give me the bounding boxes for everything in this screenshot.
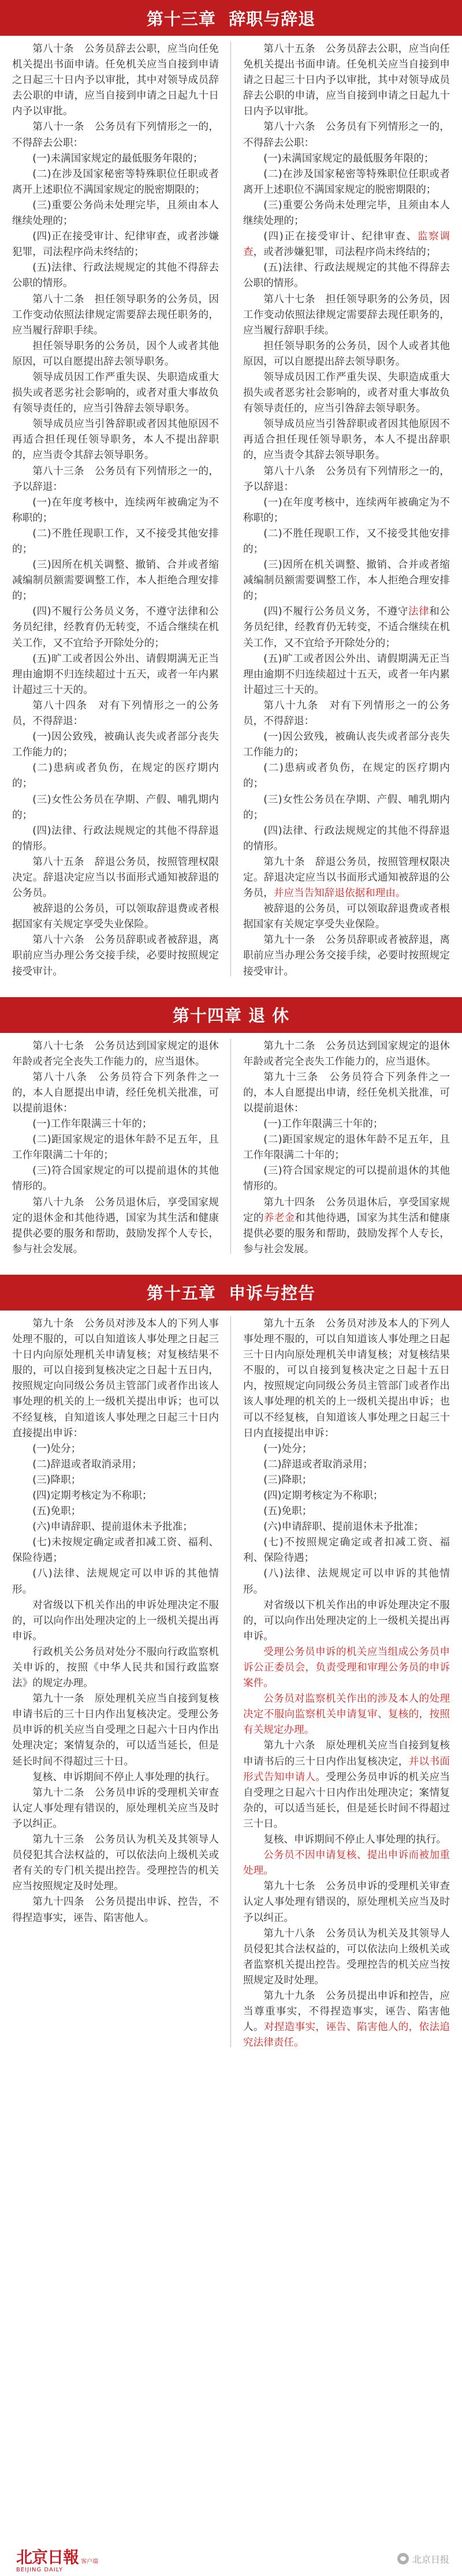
paragraph-text: 被辞退的公务员，可以领取辞退费或者根据国家有关规定享受失业保险。	[12, 903, 219, 931]
paragraph-text: 第八十一条 公务员有下列情形之一的，不得辞去公职：	[12, 121, 219, 149]
footer	[0, 2541, 462, 2576]
paragraph-text: (五)免职；	[32, 1506, 81, 1518]
article-paragraph	[243, 557, 450, 604]
paragraph-text: (二)在涉及国家秘密等特殊职位任职或者离开上述职位不满国家规定的脱密期限的；	[243, 168, 450, 196]
article-paragraph	[12, 1785, 219, 1832]
article-paragraph	[243, 792, 450, 823]
chapter-title: 第十五章 申诉与控告	[146, 1283, 316, 1304]
article-paragraph	[12, 1039, 219, 1070]
article-paragraph	[12, 729, 219, 761]
paragraph-text: (三)因所在机关调整、撤销、合并或者缩减编制员额需要调整工作，本人拒绝合理安排的；	[12, 559, 219, 602]
article-paragraph	[243, 292, 450, 339]
article-paragraph	[243, 119, 450, 151]
article-paragraph	[243, 1039, 450, 1070]
article-paragraph	[12, 1535, 219, 1566]
paragraph-text: (一)未满国家规定的最低服务年限的；	[32, 152, 203, 164]
article-paragraph	[12, 698, 219, 729]
article-paragraph	[12, 823, 219, 855]
paragraph-text: (三)因所在机关调整、撤销、合并或者缩减编制员额需要调整工作，本人拒绝合理安排的；	[243, 559, 450, 602]
paragraph-text: (五)旷工或者因公外出、请假期满无正当理由逾期不归连续超过十五天，或者一年内累计超过三十天的。	[12, 653, 219, 696]
article-paragraph	[243, 1132, 450, 1163]
paragraph-text: (一)工作年限满三十年的；	[32, 1118, 152, 1130]
paragraph-text: (二)不胜任现职工作，又不接受其他安排的；	[243, 527, 450, 555]
article-paragraph	[12, 652, 219, 698]
article-paragraph	[243, 526, 450, 557]
comparison-columns	[0, 1311, 462, 2051]
article-paragraph	[243, 1598, 450, 1645]
paragraph-text: ，或者涉嫌犯罪，司法程序尚未终结的；	[253, 246, 437, 259]
logo-main-text: 北京日報	[16, 2547, 79, 2567]
revised-text: 监察调查	[243, 231, 450, 259]
article-paragraph	[12, 151, 219, 167]
article-paragraph	[243, 1457, 450, 1473]
paragraph-text: (三)女性公务员在孕期、产假、哺乳期内的；	[12, 793, 219, 821]
revised-text: 受理公务员申诉的机关应当组成公务员申诉公正委员会，负责受理和审理公务员的申诉案件。	[243, 1646, 450, 1690]
paragraph-text: 第八十五条 公务员辞去公职，应当向任免机关提出书面申请。任免机关应当自接到申请之日起三十日内予以审批，其中对领导成员辞去公职的申请，应当自接到申请之日起九十日内予以审批。	[243, 43, 450, 118]
paragraph-text: 第八十八条 公务员有下列情形之一的，予以辞退：	[243, 465, 450, 493]
paragraph-text: (二)在涉及国家秘密等特殊职位任职或者离开上述职位不满国家规定的脱密期限的；	[12, 168, 219, 196]
paragraph-text: (一)因公致残，被确认丧失或者部分丧失工作能力的；	[12, 731, 219, 759]
paragraph-text: (四)法律、行政法规规定的其他不得辞退的情形。	[12, 825, 219, 852]
paragraph-text: (二)患病或者负伤，在规定的医疗期内的；	[12, 762, 219, 790]
column-divider	[230, 1039, 231, 1254]
paragraph-text: 领导成员因工作严重失误、失职造成重大损失或者恶劣社会影响的，或者对重大事故负有领导责任的，应当引咎辞去领导职务。	[243, 371, 450, 415]
paragraph-text: 第八十六条 公务员有下列情形之一的，不得辞去公职：	[243, 121, 450, 149]
article-paragraph	[12, 761, 219, 792]
article-paragraph	[12, 1195, 219, 1257]
article-paragraph	[243, 933, 450, 979]
paragraph-text: (二)辞退或者取消录用；	[263, 1458, 373, 1470]
paragraph-text: 第九十五条 公务员对涉及本人的下列人事处理不服的，可以自知道该人事处理之日起三十日内向原处理机关申请复核；对复核结果不服的，可以自接到复核决定之日起十五日内，按照规定向同级公务员主管部门或者作出该人事处理的机关的上一级机关提出申诉；也可以不经复核，自知道该人事处理之日起三十日内直接提出申诉：	[243, 1317, 450, 1439]
article-paragraph	[12, 1473, 219, 1488]
paragraph-text: 行政机关公务员对处分不服向行政监察机关申诉的，按照《中华人民共和国行政监察法》的规定办理。	[12, 1646, 219, 1690]
paragraph-text: 第九十三条 公务员认为机关及其领导人员侵犯其合法权益的，可以依法向上级机关或者有关的专门机关提出控告。受理控告的机关应当按照规定及时处理。	[12, 1834, 219, 1893]
article-paragraph	[12, 557, 219, 604]
logo-english-text: BEIJING DAILY	[16, 2566, 64, 2573]
watermark-text: 北京日报	[412, 2553, 449, 2565]
article-paragraph	[243, 604, 450, 651]
paragraph-text: (六)申请辞职、提前退休未予批准；	[263, 1521, 424, 1533]
article-paragraph	[12, 1770, 219, 1785]
chapter-title: 第十四章 退 休	[172, 1006, 290, 1026]
paragraph-text: (四)定期考核定为不称职；	[263, 1489, 383, 1502]
comparison-columns	[0, 36, 462, 980]
paragraph-text: (七)未按规定确定或者扣减工资、福利、保险待遇；	[12, 1537, 219, 1564]
article-paragraph	[243, 1879, 450, 1926]
revised-text: 对捏造事实，诬告、陷害他人的，依法追究法律责任。	[243, 2021, 450, 2049]
article-paragraph	[243, 1195, 450, 1257]
revised-text: 养老金	[263, 1212, 295, 1224]
paragraph-text: 第九十条 公务员对涉及本人的下列人事处理不服的，可以自知道该人事处理之日起三十日内向原处理机关申请复核；对复核结果不服的，可以自接到复核决定之日起十五日内，按照规定向同级公务员主管部门或者作出该人事处理的机关的上一级机关提出申诉；也可以不经复核，自知道该人事处理之日起三十日内直接提出申诉：	[12, 1317, 219, 1439]
article-paragraph	[12, 1504, 219, 1519]
paragraph-text: (二)患病或者负伤，在规定的医疗期内的；	[243, 762, 450, 790]
chapter-banner	[0, 1275, 462, 1311]
article-paragraph	[12, 1894, 219, 1926]
article-paragraph	[12, 229, 219, 260]
paragraph-text: 领导成员应当引咎辞职或者因其他原因不再适合担任现任领导职务，本人不提出辞职的，应当责令其辞去领导职务。	[243, 418, 450, 462]
paragraph-text: (二)距国家规定的退休年龄不足五年，且工作年限满二十年的；	[12, 1134, 219, 1162]
paragraph-text: 第九十四条 公务员提出申诉、控告，不得捏造事实，诬告、陷害他人。	[12, 1896, 219, 1924]
article-paragraph	[12, 495, 219, 526]
article-paragraph	[243, 151, 450, 167]
paragraph-text: 第八十六条 公务员辞职或者被辞退，离职前应当办理公务交接手续，必要时按照规定接受审计。	[12, 934, 219, 978]
article-paragraph	[12, 901, 219, 933]
paragraph-text: 第九十八条 公务员认为机关及其领导人员侵犯其合法权益的，可以依法向上级机关或者监察机关提出控告。受理控告的机关应当按照规定及时处理。	[243, 1927, 450, 1986]
article-paragraph	[12, 1132, 219, 1163]
article-paragraph	[12, 604, 219, 651]
paragraph-text: 领导成员应当引咎辞职或者因其他原因不再适合担任现任领导职务，本人不提出辞职的，应当责令其辞去领导职务。	[12, 418, 219, 462]
article-paragraph	[243, 1535, 450, 1566]
paragraph-text: (八)法律、法规规定可以申诉的其他情形。	[243, 1568, 450, 1596]
paragraph-text: 和其他待遇，国家为其生活和健康提供必要的服务和帮助，鼓励发挥个人专长，参与社会发展。	[243, 1212, 450, 1255]
article-paragraph	[12, 1832, 219, 1894]
paragraph-text: 担任领导职务的公务员，因个人或者其他原因，可以自愿提出辞去领导职务。	[243, 340, 450, 368]
paragraph-text: (四)正在接受审计、纪律审查，或者涉嫌犯罪，司法程序尚未终结的；	[12, 231, 219, 259]
article-paragraph	[243, 761, 450, 792]
paragraph-text: (三)重要公务尚未处理完毕，且须由本人继续处理的；	[243, 199, 450, 227]
paragraph-text: 受理公务员申诉的机关应当自受理之日起六十日内作出处理决定；案情复杂的，可以适当延长，但是延长时间不得超过三十日。	[243, 1771, 450, 1830]
paragraph-text: (四)定期考核定为不称职；	[32, 1489, 152, 1502]
article-paragraph	[12, 1117, 219, 1132]
chapter-section	[0, 1275, 462, 2051]
article-paragraph	[243, 1163, 450, 1195]
paragraph-text: (一)在年度考核中，连续两年被确定为不称职的；	[12, 496, 219, 524]
old-law-column	[0, 42, 231, 980]
logo-row	[16, 2545, 98, 2568]
article-paragraph	[12, 855, 219, 901]
paragraph-text: 对省级以下机关作出的申诉处理决定不服的，可以向作出处理决定的上一级机关提出再申诉。	[243, 1599, 450, 1642]
paragraph-text: 第八十八条 公务员符合下列条件之一的，本人自愿提出申请，经任免机关批准，可以提前退休：	[12, 1071, 219, 1114]
paragraph-text: 第八十七条 公务员达到国家规定的退休年龄或者完全丧失工作能力的，应当退休。	[12, 1040, 219, 1068]
paragraph-text: (四)法律、行政法规规定的其他不得辞退的情形。	[243, 825, 450, 852]
article-paragraph	[12, 1566, 219, 1597]
logo-sub-text: 客户端	[81, 2558, 99, 2565]
brand-logo[interactable]	[16, 2545, 98, 2573]
article-paragraph	[243, 729, 450, 761]
paragraph-text: (三)符合国家规定的可以提前退休的其他情形的。	[12, 1165, 219, 1193]
article-paragraph	[243, 229, 450, 260]
paragraph-text: (一)未满国家规定的最低服务年限的；	[263, 152, 434, 164]
chapter-section	[0, 997, 462, 1257]
paragraph-text: 第九十二条 公务员达到国家规定的退休年龄或者完全丧失工作能力的，应当退休。	[243, 1040, 450, 1068]
article-paragraph	[12, 933, 219, 979]
revised-text: 公务员对监察机关作出的涉及本人的处理决定不服向监察机关申请复审、复核的，按照有关规定办理。	[243, 1693, 450, 1736]
paragraph-text: (四)正在接受审计、纪律审查、	[263, 231, 418, 243]
article-paragraph	[243, 370, 450, 417]
article-paragraph	[243, 1691, 450, 1738]
article-paragraph	[243, 1473, 450, 1488]
article-paragraph	[243, 1504, 450, 1519]
paragraph-text: (三)降职；	[32, 1474, 81, 1486]
article-paragraph	[243, 495, 450, 526]
paragraph-text: (三)女性公务员在孕期、产假、哺乳期内的；	[243, 793, 450, 821]
article-paragraph	[12, 1457, 219, 1473]
paragraph-text: (六)申请辞职、提前退休未予批准；	[32, 1521, 193, 1533]
new-law-column	[231, 1316, 462, 2051]
article-paragraph	[243, 1566, 450, 1597]
article-paragraph	[243, 1070, 450, 1117]
paragraph-text: 第八十九条 对有下列情形之一的公务员，不得辞退：	[243, 699, 450, 728]
paragraph-text: 第八十五条 辞退公务员，按照管理权限决定。辞退决定应当以书面形式通知被辞退的公务员。	[12, 856, 219, 900]
revised-text: 法律	[408, 606, 430, 618]
new-law-column	[231, 1039, 462, 1257]
article-paragraph	[12, 464, 219, 495]
article-paragraph	[243, 1832, 450, 1848]
paragraph-text: 被辞退的公务员，可以领取辞退费或者根据国家有关规定享受失业保险。	[243, 903, 450, 931]
paragraph-text: (五)法律、行政法规规定的其他不得辞去公职的情形。	[243, 262, 450, 290]
article-paragraph	[12, 526, 219, 557]
paragraph-text: 第九十六条 原处理机关应当自接到复核申请书后的三十日内作出复核决定，	[243, 1740, 450, 1768]
paragraph-text: 第九十一条 公务员辞职或者被辞退，离职前应当办理公务交接手续，必要时按照规定接受审计。	[243, 934, 450, 978]
article-paragraph	[243, 1738, 450, 1832]
paragraph-text: (一)因公致残，被确认丧失或者部分丧失工作能力的；	[243, 731, 450, 759]
paragraph-text: 第九十二条 公务员申诉的受理机关审查认定人事处理有错误的，原处理机关应当及时予以纠正。	[12, 1787, 219, 1830]
section-gap	[0, 1257, 462, 1275]
paragraph-text: 第九十三条 公务员符合下列条件之一的，本人自愿提出申请，经任免机关批准，可以提前退休：	[243, 1071, 450, 1114]
paragraph-text: 复核、申诉期间不停止人事处理的执行。	[263, 1834, 446, 1846]
article-paragraph	[12, 370, 219, 417]
revised-text: 公务员不因申请复核、提出申诉而被加重处理。	[243, 1849, 450, 1877]
paragraph-text: (一)工作年限满三十年的；	[263, 1118, 383, 1130]
paragraph-text: (七)不按照规定确定或者扣减工资、福利、保险待遇；	[243, 1537, 450, 1564]
article-paragraph	[243, 1926, 450, 1989]
old-law-column	[0, 1316, 231, 2051]
column-divider	[230, 42, 231, 976]
paragraph-text: 第九十四条 公务员退休后，享受国家规定的	[243, 1196, 450, 1224]
article-paragraph	[12, 119, 219, 151]
revised-text: 并应当告知辞退依据和理由。	[273, 888, 406, 900]
article-paragraph	[12, 42, 219, 119]
paragraph-text: 第八十三条 公务员有下列情形之一的，予以辞退：	[12, 465, 219, 493]
article-paragraph	[243, 1989, 450, 2051]
article-paragraph	[243, 823, 450, 855]
comparison-columns	[0, 1033, 462, 1257]
chapter-title: 第十三章 辞职与辞退	[146, 9, 316, 29]
paragraph-text: (五)法律、行政法规规定的其他不得辞去公职的情形。	[12, 262, 219, 290]
article-paragraph	[12, 792, 219, 823]
paragraph-text: (三)重要公务尚未处理完毕，且须由本人继续处理的；	[12, 199, 219, 227]
article-paragraph	[12, 1316, 219, 1441]
paragraph-text: 第九十七条 公务员申诉的受理机关审查认定人事处理有错误的，原处理机关应当及时予以纠正。	[243, 1881, 450, 1924]
chapter-section	[0, 0, 462, 980]
paragraph-text: 第八十条 公务员辞去公职，应当向任免机关提出书面申请。任免机关应当自接到申请之日起三十日内予以审批，其中对领导成员辞去公职的申请，应当自接到申请之日起九十日内予以审批。	[12, 43, 219, 118]
article-paragraph	[12, 1519, 219, 1535]
column-divider	[230, 1316, 231, 2047]
paragraph-text: (一)处分；	[32, 1443, 81, 1455]
wechat-icon	[397, 2553, 409, 2564]
article-paragraph	[243, 464, 450, 495]
article-paragraph	[12, 339, 219, 370]
paragraph-text: 对省级以下机关作出的申诉处理决定不服的，可以向作出处理决定的上一级机关提出再申诉。	[12, 1599, 219, 1642]
article-paragraph	[243, 1645, 450, 1691]
article-paragraph	[12, 1488, 219, 1504]
paragraph-text: (二)距国家规定的退休年龄不足五年，且工作年限满二十年的；	[243, 1134, 450, 1162]
paragraph-text: 第八十四条 对有下列情形之一的公务员，不得辞退：	[12, 699, 219, 728]
paragraph-text: (二)辞退或者取消录用；	[32, 1458, 142, 1470]
article-paragraph	[243, 167, 450, 198]
paragraph-text: 和公务员纪律，经教育仍无转变，不适合继续在机关工作，又不宜给予开除处分的；	[243, 606, 450, 649]
article-paragraph	[12, 1441, 219, 1457]
article-paragraph	[12, 1691, 219, 1769]
chapter-banner	[0, 0, 462, 36]
article-paragraph	[243, 652, 450, 698]
article-paragraph	[243, 1519, 450, 1535]
paragraph-text: (三)符合国家规定的可以提前退休的其他情形的。	[243, 1165, 450, 1193]
article-paragraph	[12, 198, 219, 229]
article-paragraph	[12, 1645, 219, 1691]
article-paragraph	[243, 1488, 450, 1504]
paragraph-text: 第九十九条 公务员提出申诉和控告，应当尊重事实，不得捏造事实，诬告、陷害他人。	[243, 1990, 450, 2034]
paragraph-text: 复核、申诉期间不停止人事处理的执行。	[32, 1771, 215, 1783]
article-paragraph	[243, 698, 450, 729]
article-paragraph	[243, 1848, 450, 1879]
article-paragraph	[243, 855, 450, 901]
article-paragraph	[243, 198, 450, 229]
section-gap	[0, 980, 462, 997]
article-paragraph	[243, 1316, 450, 1441]
article-paragraph	[12, 1598, 219, 1645]
new-law-column	[231, 42, 462, 980]
paragraph-text: (四)不履行公务员义务，不遵守	[263, 606, 408, 618]
old-law-column	[0, 1039, 231, 1257]
article-paragraph	[243, 1441, 450, 1457]
article-paragraph	[12, 292, 219, 339]
article-paragraph	[243, 417, 450, 463]
paragraph-text: (三)降职；	[263, 1474, 312, 1486]
paragraph-text: (二)不胜任现职工作，又不接受其他安排的；	[12, 527, 219, 555]
article-paragraph	[12, 1163, 219, 1195]
paragraph-text: 第九十条 辞退公务员，按照管理权限决定。辞退决定应当以书面形式通知被辞退的公务员，	[243, 856, 450, 900]
paragraph-text: (一)在年度考核中，连续两年被确定为不称职的；	[243, 496, 450, 524]
paragraph-text: 第九十一条 原处理机关应当自接到复核申请书后的三十日内作出复核决定。受理公务员申诉的机关应当自受理之日起六十日内作出处理决定；案情复杂的，可以适当延长，但是延长时间不得超过三十日。	[12, 1693, 219, 1768]
paragraph-text: 第八十七条 担任领导职务的公务员，因工作变动依照法律规定需要辞去现任职务的，应当履行辞职手续。	[243, 293, 450, 336]
watermark	[397, 2552, 449, 2566]
article-paragraph	[12, 167, 219, 198]
paragraph-text: 担任领导职务的公务员，因个人或者其他原因，可以自愿提出辞去领导职务。	[12, 340, 219, 368]
paragraph-text: 领导成员因工作严重失误、失职造成重大损失或者恶劣社会影响的，或者对重大事故负有领导责任的，应当引咎辞去领导职务。	[12, 371, 219, 415]
paragraph-text: (五)免职；	[263, 1506, 312, 1518]
paragraph-text: (一)处分；	[263, 1443, 312, 1455]
article-paragraph	[12, 260, 219, 291]
article-paragraph	[243, 339, 450, 370]
article-paragraph	[12, 1070, 219, 1117]
article-paragraph	[12, 417, 219, 463]
paragraph-text: (五)旷工或者因公外出、请假期满无正当理由逾期不归连续超过十五天，或者一年内累计超过三十天的。	[243, 653, 450, 696]
article-paragraph	[243, 1117, 450, 1132]
paragraph-text: 第八十九条 公务员退休后，享受国家规定的退休金和其他待遇，国家为其生活和健康提供必要的服务和帮助，鼓励发挥个人专长，参与社会发展。	[12, 1196, 219, 1255]
article-paragraph	[243, 901, 450, 933]
paragraph-text: 第八十二条 担任领导职务的公务员，因工作变动依照法律规定需要辞去现任职务的，应当履行辞职手续。	[12, 293, 219, 336]
article-paragraph	[243, 42, 450, 119]
chapter-banner	[0, 997, 462, 1033]
paragraph-text: (四)不履行公务员义务，不遵守法律和公务员纪律，经教育仍无转变，不适合继续在机关工作，又不宜给予开除处分的；	[12, 606, 219, 649]
paragraph-text: (八)法律、法规规定可以申诉的其他情形。	[12, 1568, 219, 1596]
article-paragraph	[243, 260, 450, 291]
revised-text: 并以书面形式告知申请人。	[243, 1755, 450, 1783]
